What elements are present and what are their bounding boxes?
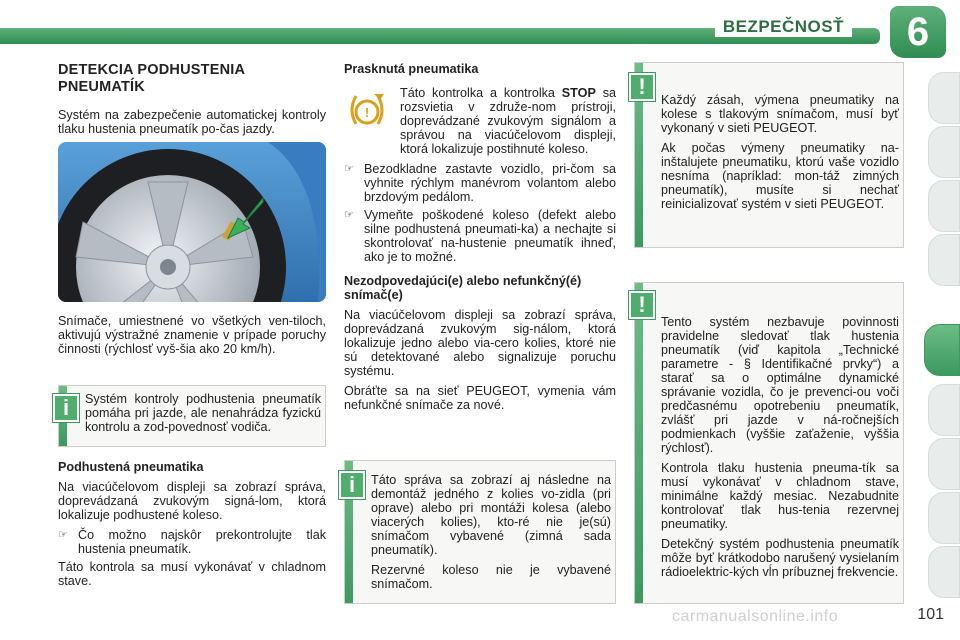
hand-pointer-icon: ☞	[58, 529, 68, 541]
section-title: BEZPEČNOSŤ	[715, 17, 852, 37]
warning-icon: !	[629, 291, 655, 319]
warning-stripe	[635, 283, 643, 603]
underinflated-section	[58, 460, 326, 594]
info-box-body: Táto správa sa zobrazí aj následne na demontáž jedného z kolies vo-zidla (pri oprave) alebo pri montáži kolesa (alebo viacerých kolies), kto-ré nie je(sú) snímačom vybavené (zimná sada pneumatík). Rezervné koleso nie je vybavené snímačom.	[371, 473, 611, 591]
chapter-tab[interactable]	[928, 492, 960, 544]
chapter-tab[interactable]	[928, 546, 960, 598]
sensors-text: Snímače, umiestnené vo všetkých ven-tiloch, aktivujú výstražné znamenie v prípade poruchy činnosti (rýchlosť vyš-šia ako 20 km/h).	[58, 314, 326, 356]
dealer-text: Obráťte sa na sieť PEUGEOT, vymenia vám nefunkčné snímače za nové.	[344, 384, 616, 412]
sensor-fault-title: Nezodpovedajúci(e) alebo nefunkčný(é) snímač(e)	[344, 274, 582, 302]
intro-text: Systém na zabezpečenie automatickej kontroly tlaku hustenia pneumatík po-čas jazdy.	[58, 108, 326, 136]
chapter-tab[interactable]	[928, 72, 960, 124]
page-number: 101	[917, 606, 944, 623]
chapter-tab[interactable]	[928, 384, 960, 436]
sensor-fault-text: Na viacúčelovom displeji sa zobrazí správa, doprevádzaná zvukovým sig-nálom, ktorá lokalizuje jedno alebo via-cero kolies, ktoré nie sú detektované alebo signalizuje poruchu systému.	[344, 308, 616, 378]
chapter-tab[interactable]	[928, 234, 960, 286]
info-box-text: Systém kontroly podhustenia pneumatík pomáha pri jazde, ale nenahrádza fyzickú kontrolu a zod-povednosť vodiča.	[85, 392, 321, 434]
warning-icon: !	[629, 73, 655, 101]
info-icon: i	[339, 471, 365, 499]
warning-box-top	[634, 62, 904, 248]
main-heading: DETEKCIA PODHUSTENIA PNEUMATÍK	[58, 62, 246, 95]
watermark: carmanualsonline.info	[672, 608, 839, 625]
underinflated-title: Podhustená pneumatika	[58, 460, 204, 474]
chapter-tab[interactable]	[928, 126, 960, 178]
info-icon: i	[53, 394, 79, 422]
chapter-tab[interactable]	[928, 438, 960, 490]
warning-lamp-row	[344, 86, 616, 156]
warning-box-body: Každý zásah, výmena pneumatiky na kolese s tlakovým snímačom, musí byť vykonaný v sieti PEUGEOT. Ak počas výmeny pneumatiky na-inštalujete pneumatiku, ktorú vaše vozidlo nesníma (napríklad: mon-táž zimných pneumatík), musíte si nechať reinicializovať systém v sieti PEUGEOT.	[661, 93, 899, 211]
chapter-tab[interactable]	[928, 180, 960, 232]
chapter-badge: 6	[890, 6, 946, 58]
underinflated-text: Na viacúčelovom displeji sa zobrazí správa, doprevádzaná zvukovým signá-lom, ktorá lokalizuje podhustené koleso.	[58, 480, 326, 522]
column-left	[58, 62, 326, 362]
info-box-middle	[344, 460, 616, 604]
cold-check-text: Táto kontrola sa musí vykonávať v chladnom stave.	[58, 560, 326, 588]
chapter-tab-active[interactable]	[924, 324, 960, 376]
punctured-title: Prasknutá pneumatika	[344, 62, 479, 76]
warning-box-body: Tento systém nezbavuje povinnosti pravidelne sledovať tlak hustenia pneumatík (viď kapitola „Technické parametre - § Identifikačné prvky“) a starať sa o optimálne dynamické správanie vozidla, čo je prevenci-ou voči predčasnému opotrebeniu pneumatík, zvlášť pri jazde v ná-ročnejších podmienkach (vyššie zaťaženie, vyššia rýchlosť). Kontrola tlaku hustenia pneuma-tík sa musí vykonávať v chladnom stave, minimálne každý mesiac. Nezabudnite kontrolovať tlak hus-tenia rezervnej pneumatiky. Detekčný systém podhustenia pneumatík môže byť krátkodobo narušený vysielaním rádioelektric-kých vĺn príbuznej frekvencie.	[661, 315, 899, 579]
column-middle	[344, 62, 616, 418]
hand-pointer-icon: ☞	[344, 209, 354, 221]
bullet-item: ☞ Čo možno najskôr prekontrolujte tlak hustenia pneumatík.	[58, 528, 326, 556]
hand-pointer-icon: ☞	[344, 163, 354, 175]
svg-text:!: !	[364, 105, 370, 120]
info-box-left	[58, 385, 326, 447]
tire-valve-photo	[58, 142, 326, 302]
tire-warning-icon	[344, 86, 400, 156]
warning-lamp-text: Táto kontrolka a kontrolka STOP sa rozsvietia v združe-nom prístroji, doprevádzané zvukovým signálom a správou na viacúčelovom displeji, ktorá lokalizuje postihnuté koleso.	[400, 86, 616, 156]
bullet-item: ☞ Vymeňte poškodené koleso (defekt alebo silne podhustená pneumati-ka) a nechajte si skontrolovať na-hustenie pneumatík ihneď, ako je to možné.	[344, 208, 616, 264]
warning-box-bottom	[634, 282, 904, 604]
bullet-item: ☞ Bezodkladne zastavte vozidlo, pri-čom sa vyhnite rýchlym manévrom volantom alebo brzdovým pedálom.	[344, 162, 616, 204]
